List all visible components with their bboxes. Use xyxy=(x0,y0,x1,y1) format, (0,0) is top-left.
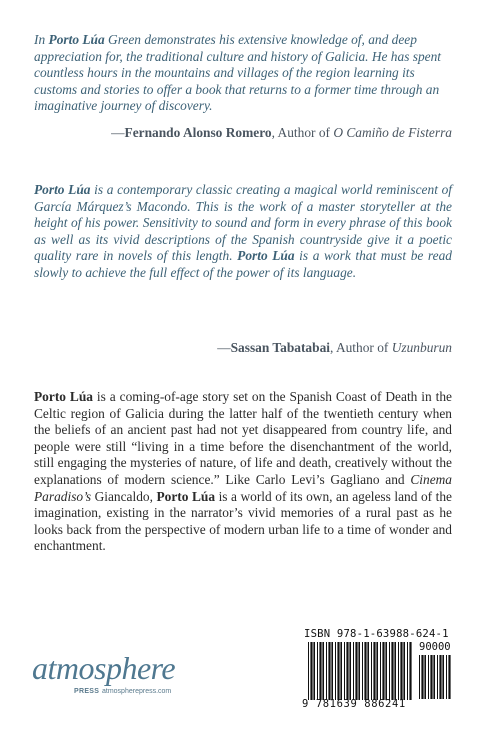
blurb-text: is a contemporary classic creating a magical world reminiscent of García Márquez’s Macondo. This is the work of a master storyteller at the height of his power. Sensitivity to sound and form in every phrase of this book as well as its vivid descriptions of the Spanish countryside give it a poetic quality rare in novels of this length. xyxy=(34,182,453,264)
barcode-bar xyxy=(355,642,357,700)
barcode-bar xyxy=(400,642,402,700)
blurb-2-attribution xyxy=(217,340,452,356)
barcode-bar xyxy=(394,642,396,700)
publisher-logo xyxy=(32,650,182,700)
barcode-bar xyxy=(331,642,333,700)
reviewer-work: Uzunburun xyxy=(391,340,452,355)
barcode-bar xyxy=(380,642,381,700)
barcode-bar xyxy=(346,642,348,700)
review-blurb-2 xyxy=(34,182,452,282)
barcode-bar xyxy=(322,642,324,700)
barcode-bar xyxy=(437,655,438,699)
barcode-bar xyxy=(313,642,315,700)
barcode-bar xyxy=(403,642,405,700)
barcode-bar xyxy=(349,642,351,700)
ean13-bars xyxy=(308,642,412,700)
review-blurb-1 xyxy=(34,32,452,115)
book-title: Porto Lúa xyxy=(237,248,295,264)
barcode-bar xyxy=(326,642,327,700)
barcode-bar xyxy=(310,642,312,700)
barcode-bar xyxy=(373,642,375,700)
barcode-bar xyxy=(328,642,330,700)
blurb-lead: In xyxy=(34,32,49,47)
barcode-digits: 9 781639 886241 xyxy=(302,698,406,710)
isbn-label: ISBN 978-1-63988-624-1 xyxy=(304,628,449,640)
barcode-bar xyxy=(358,642,360,700)
dash: — xyxy=(111,125,125,140)
barcode-bar xyxy=(344,642,345,700)
barcode-bar xyxy=(367,642,369,700)
price-addon-bars xyxy=(419,655,451,699)
barcode-bar xyxy=(340,642,342,700)
barcode-bar xyxy=(428,655,429,699)
isbn-barcode xyxy=(302,628,452,714)
barcode-bar xyxy=(398,642,399,700)
barcode-bar xyxy=(371,642,372,700)
barcode-bar xyxy=(317,642,318,700)
barcode-bar xyxy=(448,655,450,699)
reviewer-work: O Camiño de Fisterra xyxy=(333,125,452,140)
barcode-bar xyxy=(442,655,444,699)
price-addon-number: 90000 xyxy=(419,641,451,653)
description-text: Giancaldo, xyxy=(91,488,157,504)
barcode-bar xyxy=(424,655,426,699)
barcode-bar xyxy=(364,642,366,700)
book-description xyxy=(34,389,452,555)
book-title: Porto Lúa xyxy=(34,389,93,404)
barcode-bar xyxy=(382,642,384,700)
barcode-bar xyxy=(433,655,435,699)
book-title: Porto Lúa xyxy=(156,488,216,504)
barcode-bar xyxy=(446,655,447,699)
description-text: is a world of its own, an ageless land of the imagination, existing in the narrator’s vivid memories of a rural past as he looks back from the perspective of modern urban life to a time of wonder and enchantment. xyxy=(34,488,452,554)
reviewer-name: Sassan Tabatabai xyxy=(230,340,330,355)
barcode-bar xyxy=(319,642,321,700)
barcode-bar xyxy=(419,655,420,699)
film-title: Cinema Paradiso’s xyxy=(34,471,452,504)
attribution-mid: , Author of xyxy=(329,340,392,355)
barcode-bar xyxy=(376,642,378,700)
dash: — xyxy=(217,340,231,355)
barcode-bar xyxy=(308,642,309,700)
blurb-1-attribution xyxy=(111,125,452,141)
barcode-bar xyxy=(385,642,387,700)
barcode-bar xyxy=(421,655,423,699)
barcode-bar xyxy=(430,655,432,699)
description-text: is a coming-of-age story set on the Spanish Coast of Death in the Celtic region of Galicia during the latter half of the twentieth century when the beliefs of an ancient past had not yet disappeared from country life, and people were still “living in a time before the disenchantment of the world, still engaging the mysteries of nature, of life and death, creatively without the explanations of modern science.” Like Carlo Levi’s Gagliano and xyxy=(34,389,452,487)
barcode-bar xyxy=(409,642,411,700)
publisher-url: atmospherepress.com xyxy=(102,688,172,695)
book-title: Porto Lúa xyxy=(48,32,105,47)
attribution-mid: , Author of xyxy=(271,125,334,140)
barcode-bar xyxy=(362,642,363,700)
barcode-bar xyxy=(353,642,354,700)
publisher-logo-wordmark: atmosphere xyxy=(32,650,176,686)
barcode-bar xyxy=(391,642,393,700)
barcode-bar xyxy=(407,642,408,700)
blurb-text: Green demonstrates his extensive knowledge of, and deep appreciation for, the traditional culture and history of Galicia. He has spent countless hours in the mountains and villages of the region learning its customs and stories to offer a book that returns to a former time through an imaginative journey of discovery. xyxy=(34,32,442,114)
publisher-press-label: PRESS xyxy=(74,688,100,695)
barcode-bar xyxy=(337,642,339,700)
barcode-bar xyxy=(335,642,336,700)
barcode-bar xyxy=(439,655,441,699)
book-title: Porto Lúa xyxy=(34,182,91,197)
barcode-bar xyxy=(389,642,390,700)
blurb-text: is a work that must be read slowly to achieve the full effect of the power of its language. xyxy=(34,248,452,280)
reviewer-name: Fernando Alonso Romero xyxy=(124,125,272,140)
